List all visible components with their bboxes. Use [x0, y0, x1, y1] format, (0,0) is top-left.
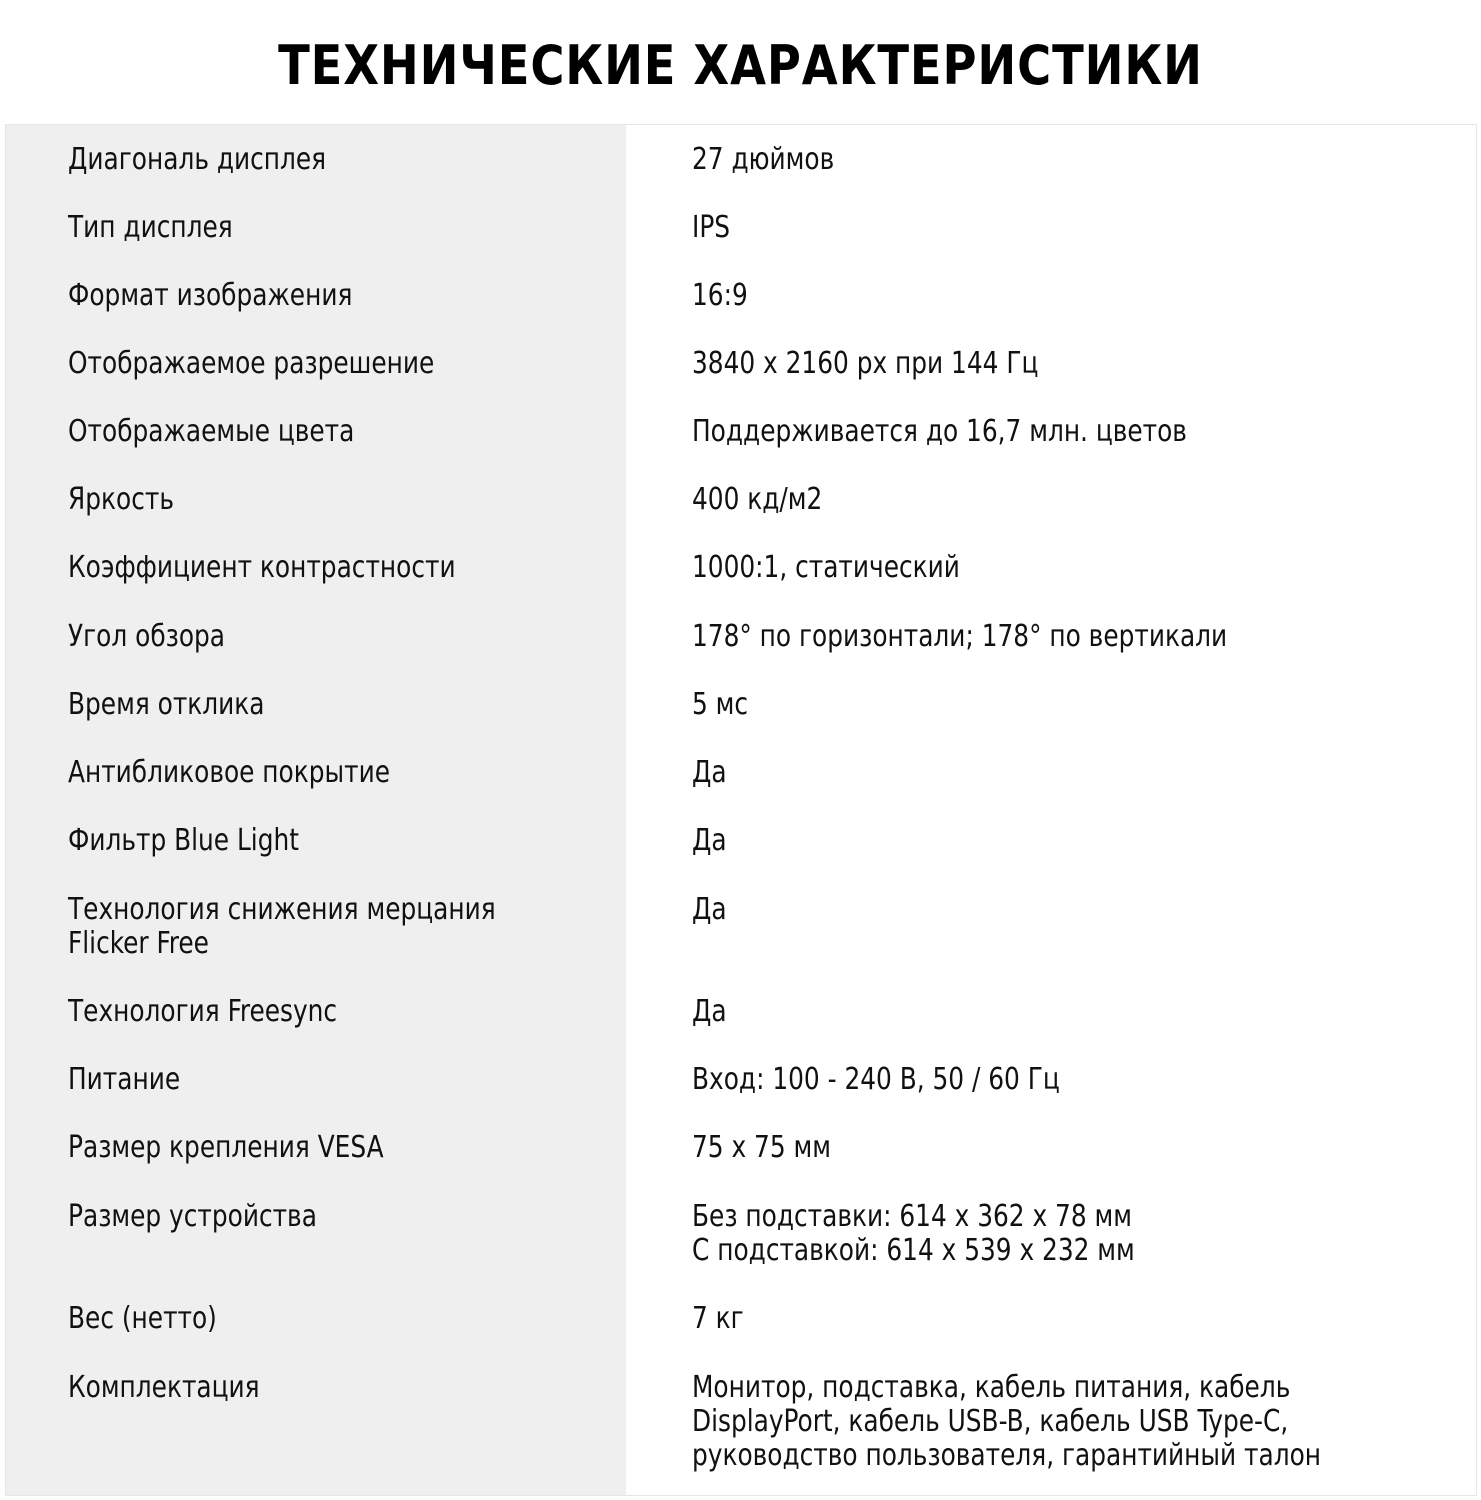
- spec-label: Отображаемое разрешение: [68, 346, 435, 381]
- specs-table: [5, 124, 1477, 1496]
- spec-label: Фильтр Blue Light: [68, 823, 299, 858]
- spec-label: Вес (нетто): [68, 1301, 217, 1336]
- spec-label: Диагональ дисплея: [68, 142, 327, 177]
- spec-label: Формат изображения: [68, 278, 353, 313]
- spec-label: Технология снижения мерцания Flicker Free: [68, 892, 496, 961]
- spec-label: Размер крепления VESA: [68, 1130, 384, 1165]
- spec-label: Антибликовое покрытие: [68, 755, 390, 790]
- spec-label: Коэффициент контрастности: [68, 550, 456, 585]
- spec-value: Поддерживается до 16,7 млн. цветов: [692, 414, 1187, 449]
- spec-value: 400 кд/м2: [692, 482, 823, 517]
- spec-label: Яркость: [68, 482, 174, 517]
- spec-value: Вход: 100 - 240 В, 50 / 60 Гц: [692, 1062, 1060, 1097]
- spec-label: Тип дисплея: [68, 210, 233, 245]
- spec-value: Да: [692, 823, 727, 858]
- label-column-background: [6, 125, 626, 1495]
- spec-value: Монитор, подставка, кабель питания, кабель DisplayPort, кабель USB-B, кабель USB Type-C, руководство пользователя, гарантийный талон: [692, 1370, 1322, 1473]
- spec-value: 3840 x 2160 px при 144 Гц: [692, 346, 1039, 381]
- spec-value: 27 дюймов: [692, 142, 835, 177]
- spec-value: Да: [692, 755, 727, 790]
- spec-value: IPS: [692, 210, 731, 245]
- spec-value: Да: [692, 892, 727, 927]
- spec-label: Технология Freesync: [68, 994, 338, 1029]
- spec-label: Время отклика: [68, 687, 265, 722]
- spec-value: 5 мс: [692, 687, 749, 722]
- spec-label: Размер устройства: [68, 1199, 317, 1234]
- spec-label: Комплектация: [68, 1370, 260, 1405]
- spec-value: 178° по горизонтали; 178° по вертикали: [692, 619, 1228, 654]
- spec-label: Отображаемые цвета: [68, 414, 355, 449]
- spec-value: 1000:1, статический: [692, 550, 960, 585]
- spec-value: 7 кг: [692, 1301, 744, 1336]
- spec-value: Без подставки: 614 x 362 x 78 мм С подставкой: 614 x 539 x 232 мм: [692, 1199, 1135, 1268]
- page-title: ТЕХНИЧЕСКИЕ ХАРАКТЕРИСТИКИ: [278, 34, 1203, 97]
- spec-value: 16:9: [692, 278, 748, 313]
- spec-label: Питание: [68, 1062, 181, 1097]
- spec-value: 75 x 75 мм: [692, 1130, 831, 1165]
- spec-label: Угол обзора: [68, 619, 226, 654]
- spec-value: Да: [692, 994, 727, 1029]
